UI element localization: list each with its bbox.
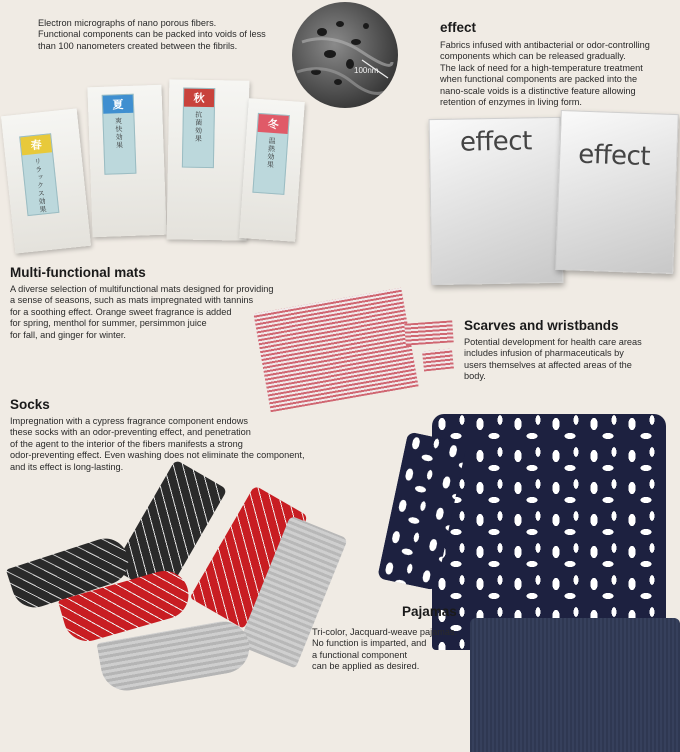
caption-line: No function is imparted, and xyxy=(312,638,427,649)
pajamas-description xyxy=(312,627,482,673)
mats-heading: Multi-functional mats xyxy=(10,265,146,280)
caption-line: Potential development for health care areas xyxy=(464,337,642,347)
pajamas-photo xyxy=(386,408,680,752)
socks-photo xyxy=(0,462,360,712)
caption-line: odor-preventing effect. Even washing does not eliminate the component, xyxy=(10,450,305,461)
caption-line: for spring, menthol for summer, persimmon juice xyxy=(10,318,207,329)
scarf xyxy=(253,288,418,413)
mat-label-text: 爽快効果 xyxy=(114,117,124,150)
caption-line: when functional components are packed into the xyxy=(440,74,638,85)
mat-autumn xyxy=(167,79,250,240)
pajamas-heading: Pajamas xyxy=(402,604,457,619)
season-badge: 夏 xyxy=(103,95,134,114)
wristband xyxy=(422,348,454,371)
micrograph-caption xyxy=(38,18,298,52)
caption-line: includes infusion of pharmaceuticals by xyxy=(464,348,624,359)
caption-line: nano-scale voids is a distinctive feature allowing xyxy=(440,85,636,96)
scarves-description xyxy=(464,337,674,383)
mat-label xyxy=(252,113,290,195)
caption-line: for fall, and ginger for winter. xyxy=(10,329,126,340)
effect-heading: effect xyxy=(440,20,477,35)
pajama-pants xyxy=(470,618,680,752)
mat-label xyxy=(19,133,59,216)
mat-spring xyxy=(1,108,91,253)
mat-label-text: 温熱効果 xyxy=(266,136,277,170)
caption-line: retention of enzymes in living form. xyxy=(440,97,582,108)
caption-line: components which can be released gradually. xyxy=(440,51,626,62)
effect-description xyxy=(440,40,676,108)
caption-line: for a soothing effect. Orange sweet fragrance is added xyxy=(10,306,232,317)
caption-line: can be applied as desired. xyxy=(312,661,420,672)
caption-line: Functional components can be packed into voids of less xyxy=(38,29,266,40)
caption-line: The lack of need for a high-temperature treatment xyxy=(440,62,643,73)
caption-line: of the agent to the interior of the fibers manifests a strong xyxy=(10,438,243,449)
caption-line: A diverse selection of multifunctional mats designed for providing xyxy=(10,284,274,294)
effect-bag-left xyxy=(429,117,564,285)
caption-line: than 100 nanometers created between the fibrils. xyxy=(38,40,238,51)
mat-summer xyxy=(87,85,166,237)
season-badge: 春 xyxy=(20,134,52,155)
bag-logo: effect xyxy=(459,126,533,158)
effect-bags-photo xyxy=(420,112,680,288)
electron-micrograph xyxy=(292,2,398,108)
caption-line: a sense of seasons, such as mats impregnated with tannins xyxy=(10,295,254,306)
mat-winter xyxy=(239,98,305,242)
socks-heading: Socks xyxy=(10,397,50,412)
wristband xyxy=(404,320,453,345)
scarf-photo xyxy=(255,286,460,411)
caption-line: Electron micrographs of nano porous fibers. xyxy=(38,18,217,28)
season-badge: 冬 xyxy=(258,114,289,134)
caption-line: and its effect is long-lasting. xyxy=(10,461,124,472)
effect-bag-right xyxy=(555,110,679,274)
bag-logo: effect xyxy=(577,139,651,173)
caption-line: Tri-color, Jacquard-weave pajamas. xyxy=(312,627,458,637)
season-mats-photo xyxy=(0,78,300,253)
scarves-heading: Scarves and wristbands xyxy=(464,318,619,333)
mat-label-text: 抗菌効果 xyxy=(194,110,203,143)
mat-label xyxy=(102,94,137,175)
caption-line: Impregnation with a cypress fragrance component endows xyxy=(10,416,248,426)
season-badge: 秋 xyxy=(184,89,214,108)
caption-line: body. xyxy=(464,371,486,382)
caption-line: users themselves at affected areas of the xyxy=(464,359,632,370)
mat-label-text: リラックス効果 xyxy=(33,157,48,214)
mat-label xyxy=(182,88,215,169)
scale-label: 100nm xyxy=(354,66,379,75)
pajama-top xyxy=(432,414,666,650)
caption-line: Fabrics infused with antibacterial or odor-controlling xyxy=(440,40,650,50)
caption-line: these socks with an odor-preventing effect, and penetration xyxy=(10,427,251,438)
caption-line: a functional component xyxy=(312,649,408,660)
